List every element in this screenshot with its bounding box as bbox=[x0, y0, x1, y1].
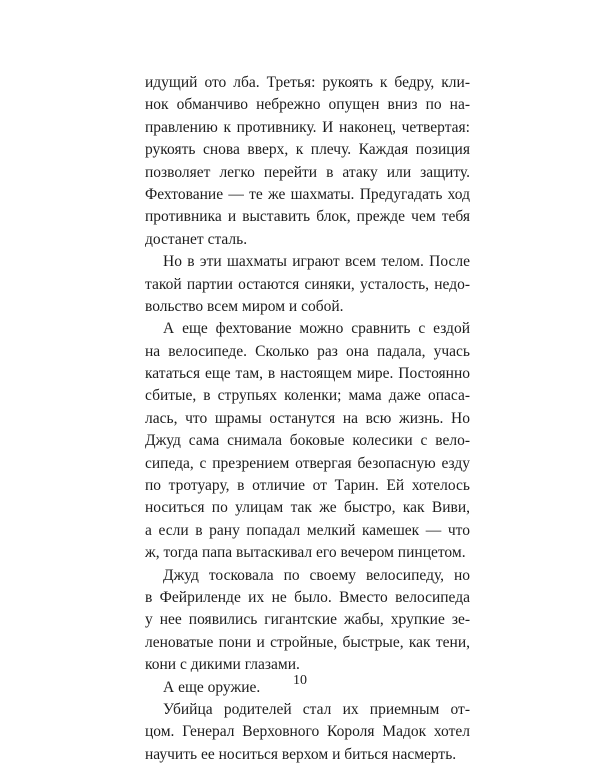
text-line: Но в эти шахматы играют всем телом. После bbox=[163, 253, 470, 271]
text-line: противника и выставить блок, прежде чем тебя bbox=[145, 208, 470, 226]
text-line: Фехтование — те же шахматы. Предугадать ход bbox=[145, 185, 470, 203]
text-line: а если в рану попадал мелкий камешек — что bbox=[145, 521, 470, 539]
body-text bbox=[145, 72, 470, 766]
text-line: вольство всем миром и собой. bbox=[145, 297, 344, 315]
text-line: правлению к противнику. И наконец, четвертая: bbox=[145, 118, 470, 136]
text-line: по тротуару, в отличие от Тарин. Ей хотелось bbox=[145, 477, 470, 495]
text-line: цом. Генерал Верховного Короля Мадок хотел bbox=[145, 723, 470, 741]
text-line: лась, что шрамы останутся на всю жизнь. Но bbox=[145, 409, 470, 427]
text-line: у нее появились гигантские жабы, хрупкие зе- bbox=[145, 611, 470, 629]
text-line: Убийца родителей стал их приемным от- bbox=[163, 700, 470, 718]
text-line: в Фейриленде их не было. Вместо велосипеда bbox=[145, 588, 470, 606]
text-line: позволяет легко перейти в атаку или защиту. bbox=[145, 163, 470, 181]
text-line: Джуд сама снимала боковые колесики с вело- bbox=[145, 432, 470, 450]
text-line: достанет сталь. bbox=[145, 230, 248, 248]
page-number: 10 bbox=[293, 673, 307, 688]
text-line: идущий ото лба. Третья: рукоять к бедру, кли- bbox=[145, 74, 470, 91]
text-line: леноватые пони и стройные, быстрые, как тени, bbox=[145, 633, 470, 651]
text-line: ж, тогда папа вытаскивал его вечером пинцетом. bbox=[145, 544, 466, 562]
text-line: такой партии остаются синяки, усталость, недо- bbox=[145, 275, 470, 293]
text-line: кони с дикими глазами. bbox=[145, 656, 300, 674]
text-line: носиться по улицам так же быстро, как Виви, bbox=[145, 499, 470, 517]
text-line: сипеда, с презрением отвергая безопасную езду bbox=[145, 454, 470, 472]
text-line: нок обманчиво небрежно опущен вниз по на- bbox=[145, 96, 470, 114]
text-line: рукоять снова вверх, к плечу. Каждая позиция bbox=[145, 141, 470, 159]
text-line: А еще оружие. bbox=[163, 678, 261, 696]
text-line: А еще фехтование можно сравнить с ездой bbox=[163, 320, 470, 338]
text-line: сбитые, в струпьях коленки; мама даже опаса- bbox=[145, 387, 470, 405]
text-line: кататься еще там, в настоящем мире. Постоянно bbox=[145, 365, 470, 383]
text-line: научить ее носиться верхом и биться насмерть. bbox=[145, 745, 457, 763]
text-line: на велосипеде. Сколько раз она падала, учась bbox=[145, 342, 470, 360]
text-line: Джуд тосковала по своему велосипеду, но bbox=[163, 566, 470, 584]
